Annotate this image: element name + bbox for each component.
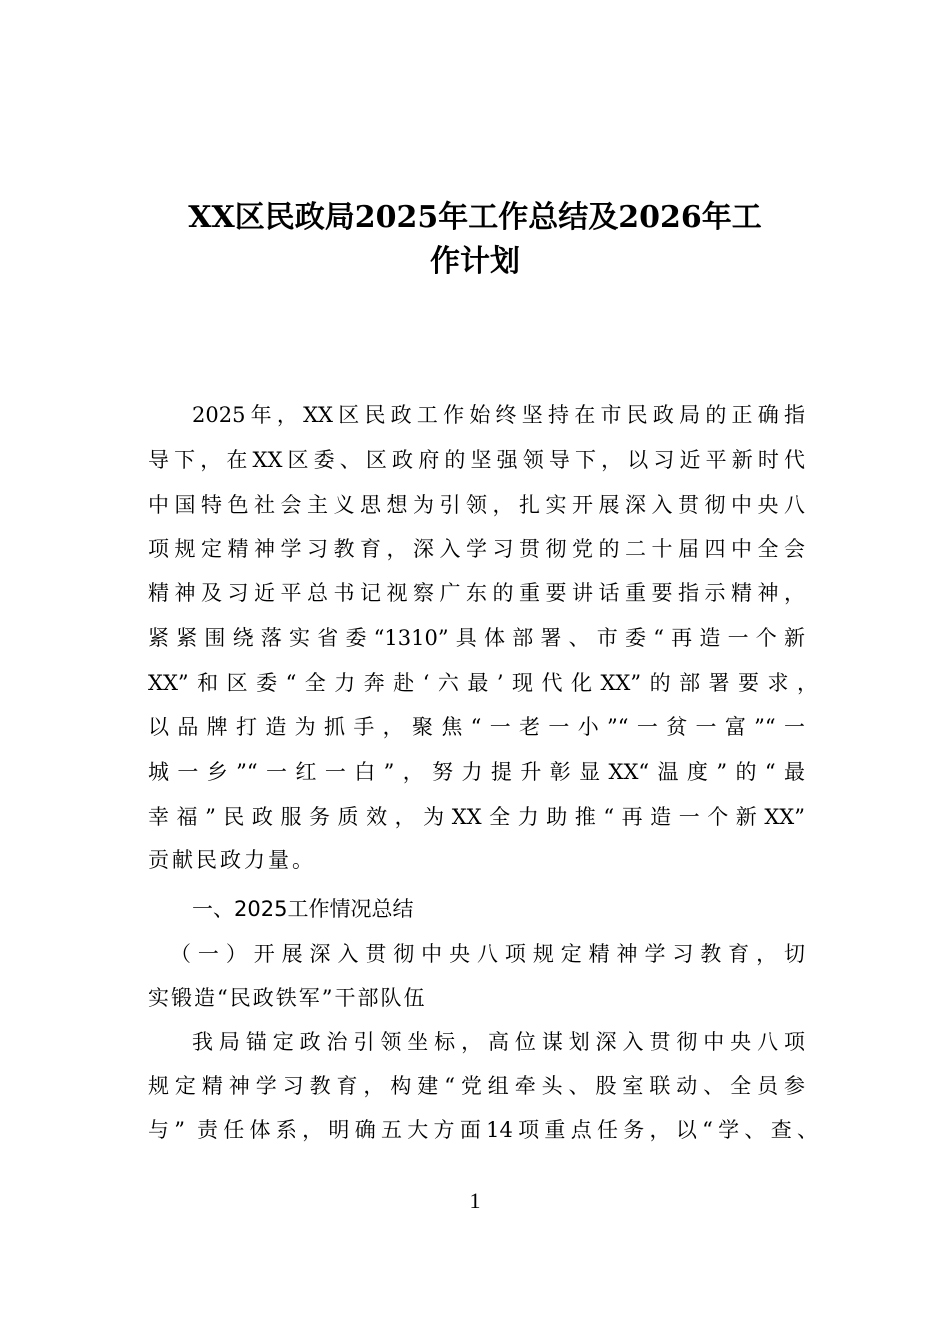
text-line: 紧紧围绕落实省委“1310”具体部署、市委“再造一个新 — [148, 626, 805, 650]
text-line: 精神及习近平总书记视察广东的重要讲话重要指示精神， — [148, 581, 805, 605]
text-line: 实锻造“民政铁军”干部队伍 — [148, 986, 427, 1010]
text-line: 贡献民政力量。 — [148, 848, 316, 872]
text-line: 中国特色社会主义思想为引领，扎实开展深入贯彻中央八 — [148, 493, 805, 517]
text-line: 我局锚定政治引领坐标，高位谋划深入贯彻中央八项 — [192, 1030, 805, 1054]
text-line: XX”和区委“全力奔赴‘六最’现代化XX”的部署要求， — [148, 671, 818, 695]
text-line: （一）开展深入贯彻中央八项规定精神学习教育，切 — [170, 942, 805, 966]
text-line: 项规定精神学习教育，深入学习贯彻党的二十届四中全会 — [148, 537, 805, 561]
title-line-2: 作计划 — [430, 244, 520, 279]
text-line: 城一乡”“一红一白”，努力提升彰显XX“温度”的“最 — [148, 760, 805, 784]
text-line: 规定精神学习教育，构建“党组牵头、股室联动、全员参 — [148, 1074, 805, 1098]
text-line: 2025年，XX区民政工作始终坚持在市民政局的正确指 — [192, 403, 805, 427]
text-line: 与” 责任体系，明确五大方面14项重点任务，以“学、查、 — [148, 1118, 818, 1142]
section-heading: 一、2025工作情况总结 — [192, 897, 414, 921]
text-line: 以品牌打造为抓手，聚焦“一老一小”“一贫一富”“一 — [148, 715, 805, 739]
text-line: 幸福”民政服务质效，为XX全力助推“再造一个新XX” — [148, 805, 805, 829]
title-line-1: XX区民政局2025年工作总结及2026年工 — [188, 200, 762, 235]
page-number: 1 — [469, 1188, 481, 1213]
text-line: 导下，在XX区委、区政府的坚强领导下，以习近平新时代 — [148, 448, 805, 472]
